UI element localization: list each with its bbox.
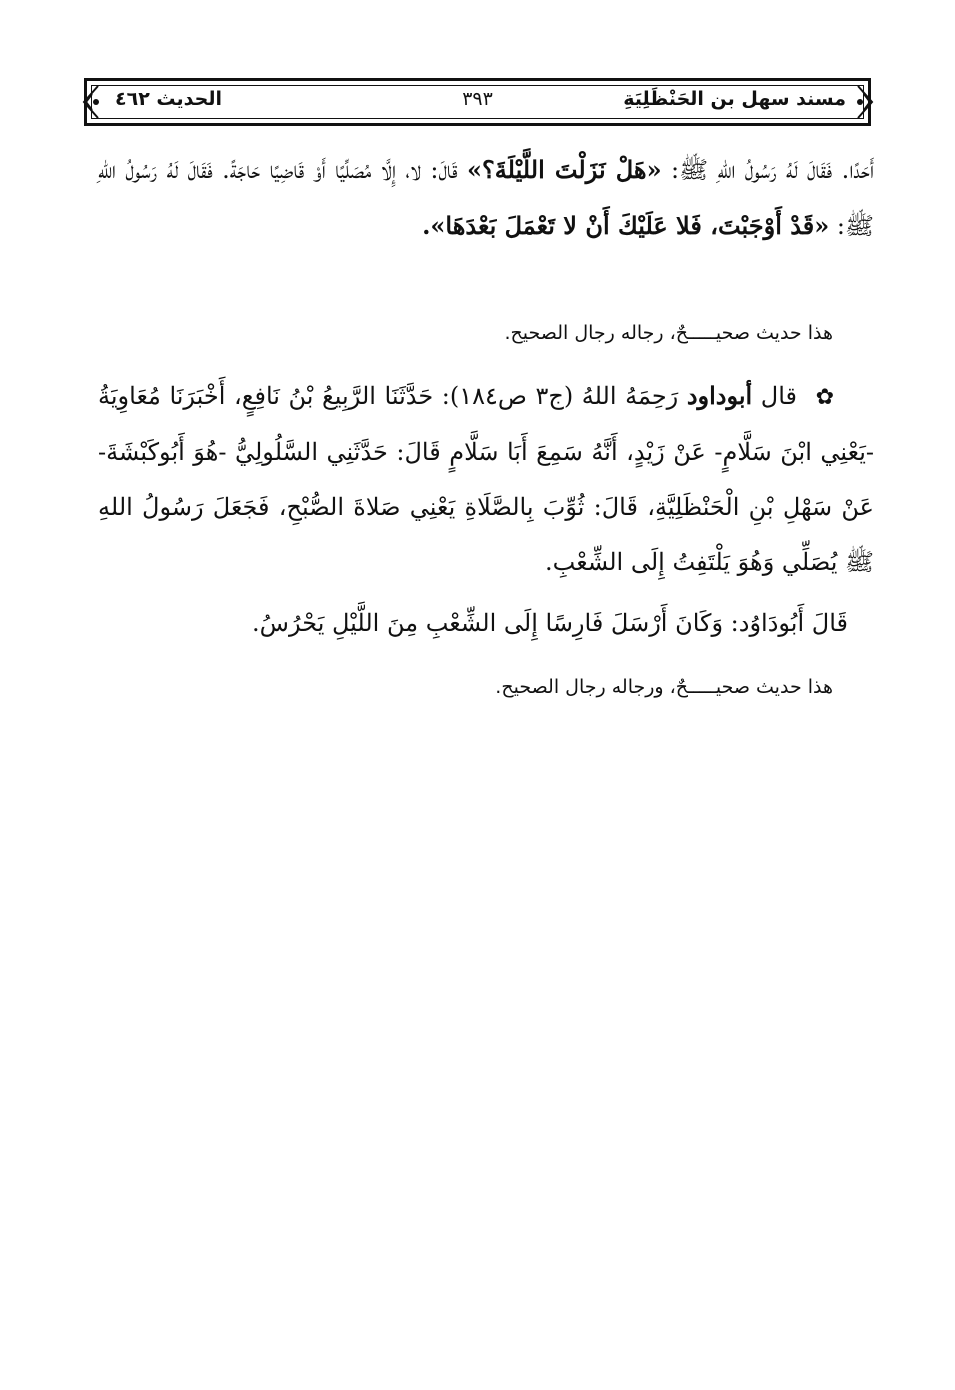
hadith-narration [98, 368, 874, 590]
text-part: قَالَ: لا، إِلَّا مُصَلِّيًا أَوْ قَاضِيًا حَاجَةً. فَقَالَ لَهُ رَسُولُ اللهِ ﷺ: [98, 156, 874, 240]
hadith-text-continuation [98, 142, 874, 254]
text-part: أَحَدًا. فَقَالَ لَهُ رَسُولُ اللهِ ﷺ: [661, 156, 875, 184]
prophet-quote-1: «هَلْ نَزَلْتَ اللَّيْلَةَ؟» [467, 155, 662, 184]
text-part: رَحِمَهُ اللهُ (ج٣ ص١٨٤): حَدَّثَنَا الرَّبِيعُ بْنُ نَافِعٍ، أَخْبَرَنَا مُعَاوِيَةُ -يَعْنِي ابْنَ سَلَّامٍ- عَنْ زَيْدٍ، أَنَّهُ سَمِعَ أَبَا سَلَّامٍ قَالَ: حَدَّثَنِي السَّلُولِيُّ -هُوَ أَبُوكَبْشَةَ- عَنْ سَهْلِ بْنِ الْحَنْظَلِيَّةِ، قَالَ: ثُوِّبَ بِالصَّلَاةِ يَعْنِي صَلاةَ الصُّبْحِ، فَجَعَلَ رَسُولُ اللهِ ﷺ يُصَلِّي وَهُوَ يَلْتَفِتُ إِلَى الشِّعْبِ. [98, 382, 874, 576]
prophet-quote-2: «قَدْ أَوْجَبْتَ، فَلا عَلَيْكَ أَنْ لا تَعْمَلَ بَعْدَهَا». [422, 211, 830, 240]
text-part: قال [752, 382, 806, 410]
header-hadith-label: الحديث ٤٦٢ [115, 88, 222, 110]
header-page-number: ٣٩٣ [462, 88, 493, 110]
grading-note-1: هذا حديث صحيـــــحٌ، رجاله رجال الصحيح. [504, 322, 833, 344]
grading-note-2: هذا حديث صحيـــــحٌ، ورجاله رجال الصحيح. [495, 676, 833, 698]
header-book-title: مسند سهل بن الحَنْظَلِيَةِ [623, 88, 846, 110]
ornament-right-icon [852, 84, 878, 120]
flower-bullet-icon: ✿ [815, 385, 834, 410]
page-header [84, 78, 871, 126]
narrator-name: أبوداود [686, 381, 753, 410]
abudawud-comment: قَالَ أَبُودَاوُد: وَكَانَ أَرْسَلَ فَارِسًا إِلَى الشِّعْبِ مِنَ اللَّيْلِ يَحْرُسُ. [252, 609, 848, 637]
